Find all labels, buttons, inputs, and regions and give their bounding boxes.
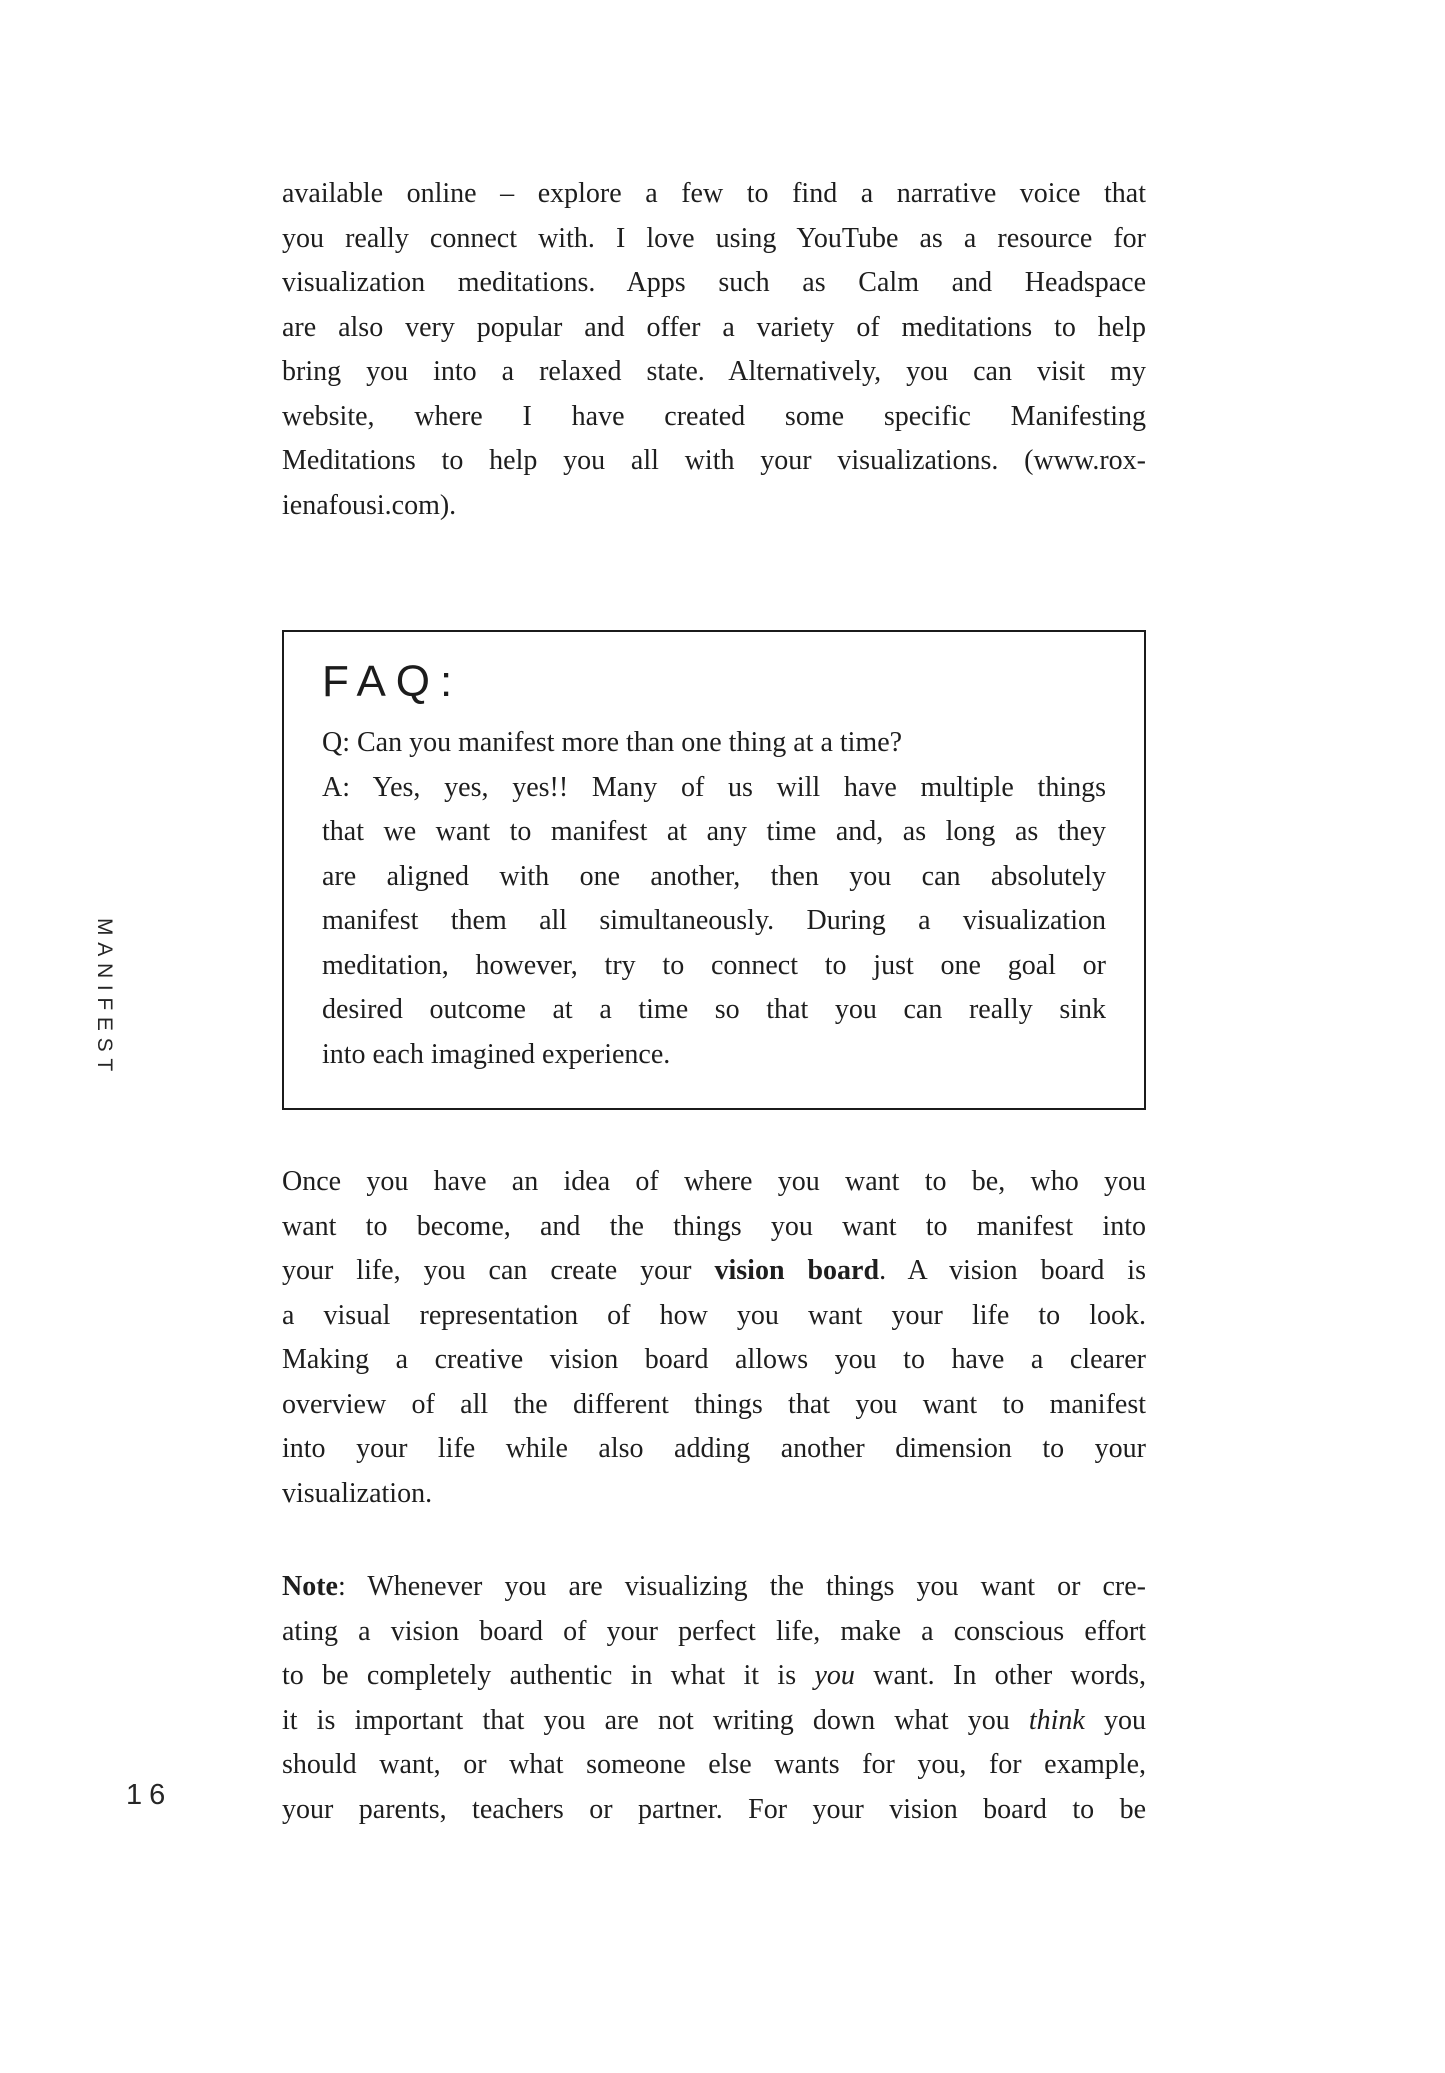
text-line: Once you have an idea of where you want to be, who you <box>282 1166 1146 1197</box>
faq-answer-line: that we want to manifest at any time and, as long as they <box>322 816 1106 847</box>
text-line: your parents, teachers or partner. For your vision board to be <box>282 1793 1146 1825</box>
faq-answer-line: into each imagined experience. <box>322 1038 671 1070</box>
text-line: are also very popular and offer a variety of meditations to help <box>282 311 1146 343</box>
faq-question-line: Q: Can you manifest more than one thing at a time? <box>322 727 903 758</box>
text-line: Making a creative vision board allows you to have a clearer <box>282 1344 1146 1375</box>
page-number: 16 <box>126 1779 173 1811</box>
text-segment: it is important that you are not writing down what you <box>282 1704 1029 1736</box>
text-line: into your life while also adding another dimension to your <box>282 1433 1146 1464</box>
text-segment: want. In other words, <box>854 1660 1146 1691</box>
text-line <box>282 1249 1146 1294</box>
text-segment: your life, you can create your <box>282 1255 715 1286</box>
italic-text-you: you <box>814 1660 855 1691</box>
bold-text-note-label: Note <box>282 1571 338 1602</box>
text-line: ienafousi.com). <box>282 489 457 521</box>
text-segment: : Whenever you are visualizing the things you want or cre- <box>337 1571 1146 1602</box>
paragraph-intro <box>282 172 1146 528</box>
text-line: you really connect with. I love using YouTube as a resource for <box>282 222 1146 254</box>
text-line: want to become, and the things you want to manifest into <box>282 1210 1146 1242</box>
text-line: Meditations to help you all with your visualizations. (www.rox- <box>282 445 1146 476</box>
faq-heading: FAQ: <box>322 657 463 706</box>
text-line: visualization. <box>282 1477 433 1509</box>
text-segment: you <box>1084 1704 1146 1736</box>
text-line: bring you into a relaxed state. Alternatively, you can visit my <box>282 356 1146 387</box>
faq-answer-line: are aligned with one another, then you can absolutely <box>322 860 1106 892</box>
text-line: a visual representation of how you want your life to look. <box>282 1299 1146 1331</box>
text-line: available online – explore a few to find a narrative voice that <box>282 178 1146 209</box>
spine-title: MANIFEST <box>93 918 116 1078</box>
text-line <box>282 1565 1146 1610</box>
text-segment: to be completely authentic in what it is <box>282 1660 815 1691</box>
paragraph-note <box>282 1565 1146 1832</box>
faq-answer-line: A: Yes, yes, yes!! Many of us will have multiple things <box>322 771 1106 803</box>
bold-text-vision-board: vision board <box>714 1255 880 1286</box>
text-column <box>282 172 1146 1832</box>
text-line: should want, or what someone else wants for you, for example, <box>282 1749 1146 1780</box>
text-line: visualization meditations. Apps such as Calm and Headspace <box>282 267 1146 298</box>
text-line: ating a vision board of your perfect life, make a conscious effort <box>282 1615 1146 1647</box>
paragraph-vision-board <box>282 1160 1146 1516</box>
text-line: overview of all the different things that you want to manifest <box>282 1388 1146 1420</box>
faq-answer-line: meditation, however, try to connect to just one goal or <box>322 949 1106 981</box>
text-line: website, where I have created some specific Manifesting <box>282 400 1146 432</box>
text-line <box>282 1654 1146 1699</box>
italic-text-think: think <box>1028 1704 1085 1736</box>
faq-answer-line: desired outcome at a time so that you can really sink <box>322 994 1106 1025</box>
text-line <box>282 1699 1146 1744</box>
text-segment: . A vision board is <box>879 1255 1146 1286</box>
faq-box <box>282 630 1146 1110</box>
faq-answer-line: manifest them all simultaneously. During a visualization <box>322 905 1106 936</box>
